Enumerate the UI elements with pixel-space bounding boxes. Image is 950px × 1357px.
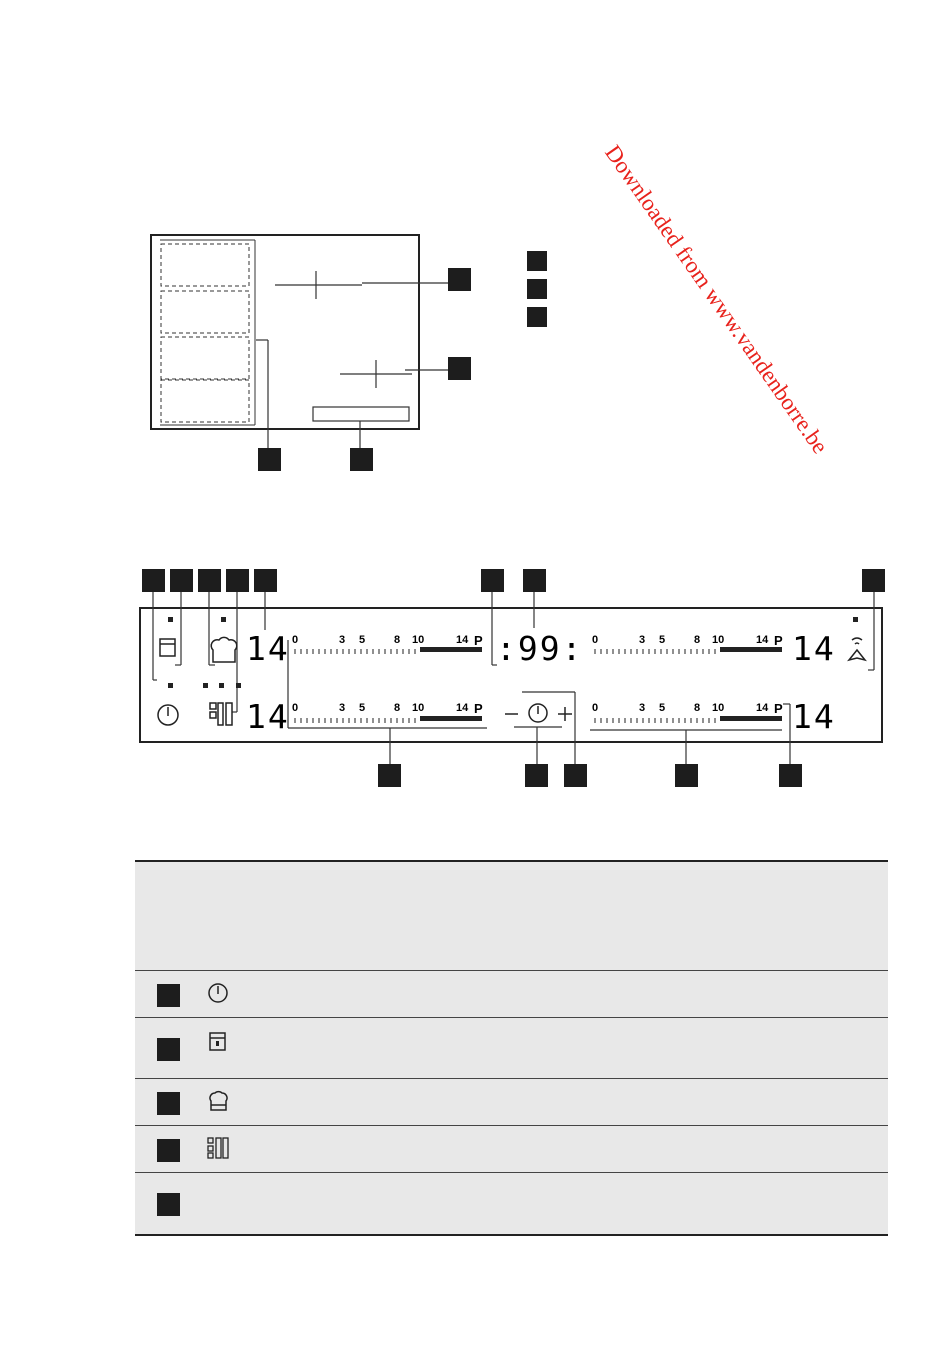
callout-marker (226, 569, 249, 592)
table-row (135, 1125, 888, 1172)
table-row (135, 1017, 888, 1079)
timer-display: :99: (496, 629, 584, 668)
watermark-text: Downloaded from www.vandenborre.be (600, 140, 834, 459)
callout-marker (481, 569, 504, 592)
power-display-bottom-left: 14 (246, 697, 290, 736)
chef-hat-icon (207, 1089, 229, 1113)
table-row (135, 970, 888, 1017)
callout-marker (779, 764, 802, 787)
row-marker (157, 1038, 180, 1061)
callout-marker (170, 569, 193, 592)
callout-marker (142, 569, 165, 592)
power-display-top-right: 14 (792, 629, 836, 668)
bridge-icon (207, 1136, 229, 1160)
row-marker (157, 984, 180, 1007)
callout-marker (564, 764, 587, 787)
callout-marker (198, 569, 221, 592)
callout-marker (675, 764, 698, 787)
table-row (135, 1078, 888, 1125)
row-marker (157, 1193, 180, 1216)
power-display-top-left: 14 (246, 629, 290, 668)
power-icon (207, 981, 229, 1005)
sensor-field-table (135, 860, 888, 1236)
callout-marker (523, 569, 546, 592)
table-row (135, 1172, 888, 1234)
lock-icon (207, 1030, 229, 1054)
callout-marker (525, 764, 548, 787)
callout-marker (378, 764, 401, 787)
row-marker (157, 1139, 180, 1162)
callout-marker (862, 569, 885, 592)
power-display-bottom-right: 14 (792, 697, 836, 736)
callout-marker (254, 569, 277, 592)
row-marker (157, 1092, 180, 1115)
